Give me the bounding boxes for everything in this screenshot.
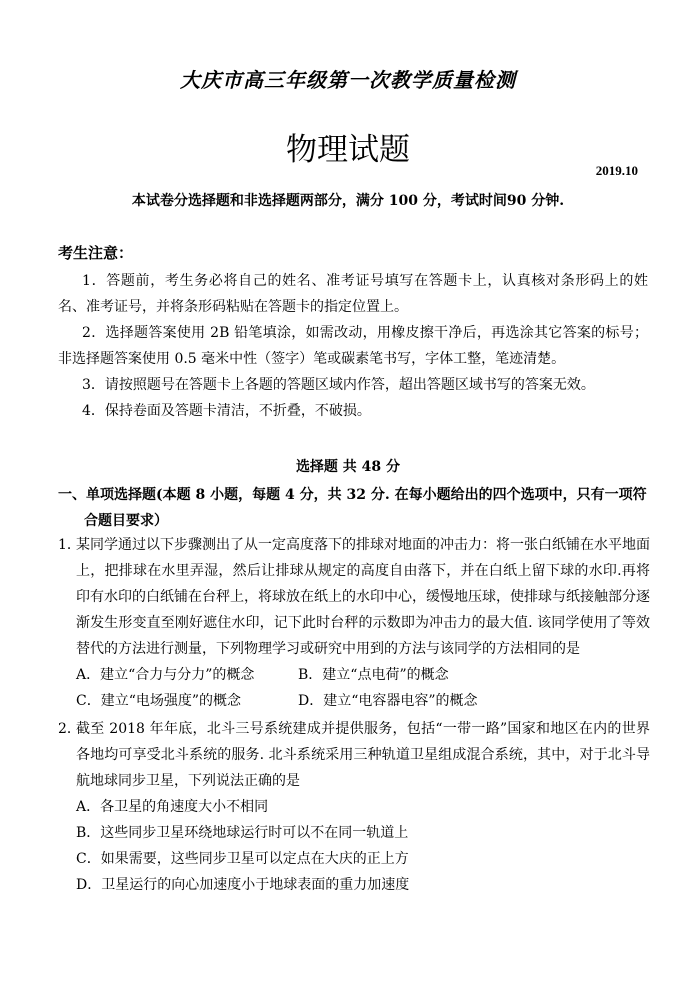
question-number: 2． (58, 721, 81, 737)
question-2 (58, 716, 650, 898)
option-row (76, 662, 650, 688)
option-c: C．建立“电场强度”的概念 (76, 693, 242, 709)
question-text: 截至 2018 年年底，北斗三号系统建成并提供服务，包括“一带一路”国家和地区在内的世界各地均可享受北斗系统的服务. 北斗系统采用三种轨道卫星组成混合系统，其中，对于北斗导航地球同步卫星，下列说法正确的是 (76, 721, 650, 789)
option-c: C．如果需要，这些同步卫星可以定点在大庆的正上方 (76, 851, 409, 867)
option-a: A．各卫星的角速度大小不相同 (76, 799, 269, 815)
question-stem (58, 532, 650, 662)
option-list (58, 662, 650, 714)
section-title: 选择题 共 48 分 (295, 459, 401, 475)
notice-item: 3．请按照题号在答题卡上各题的答题区域内作答，超出答题区域书写的答案无效。 (82, 377, 595, 393)
option-d: D．建立“电容器电容”的概念 (298, 693, 478, 709)
option-b: B．建立“点电荷”的概念 (298, 667, 449, 683)
part-heading: 一、单项选择题(本题 8 小题，每题 4 分，共 32 分. 在每小题给出的四个选项中，只有一项符合题目要求） (58, 487, 647, 529)
question-stem (58, 716, 650, 794)
notice-item: 1．答题前，考生务必将自己的姓名、准考证号填写在答题卡上，认真核对条形码上的姓名、准考证号，并将条形码粘贴在答题卡的指定位置上。 (58, 273, 648, 315)
exam-date: 2019.10 (595, 163, 638, 178)
option-b: B．这些同步卫星环绕地球运行时可以不在同一轨道上 (76, 825, 409, 841)
option-a: A．建立“合力与分力”的概念 (76, 667, 255, 683)
question-text: 某同学通过以下步骤测出了从一定高度落下的排球对地面的冲击力：将一张白纸铺在水平地面上，把排球在水里弄湿，然后让排球从规定的高度自由落下，并在白纸上留下球的水印.再将印有水印的白纸铺在台秤上，将球放在纸上的水印中心，缓慢地压球，使排球与纸接触部分逐渐发生形变直至刚好遮住水印，记下此时台秤的示数即为冲击力的最大值. 该同学使用了等效替代的方法进行测量，下列物理学习或研究中用到的方法与该同学的方法相同的是 (76, 537, 650, 657)
exam-summary: 本试卷分选择题和非选择题两部分，满分 100 分，考试时间90 分钟. (131, 193, 565, 209)
question-number: 1． (58, 537, 81, 553)
option-row (76, 688, 650, 714)
notice-item: 2．选择题答案使用 2B 铅笔填涂，如需改动，用橡皮擦干净后，再选涂其它答案的标号；非选择题答案使用 0.5 毫米中性（签字）笔或碳素笔书写，字体工整，笔迹清楚。 (58, 325, 648, 367)
question-1 (58, 532, 650, 714)
notice-heading: 考生注意： (58, 244, 134, 262)
exam-organization: 大庆市高三年级第一次教学质量检测 (180, 68, 516, 92)
notice-item: 4．保持卷面及答题卡清洁，不折叠，不破损。 (82, 403, 371, 419)
notice-list (58, 268, 648, 424)
page-title: 物理试题 (286, 132, 410, 168)
option-list (58, 794, 650, 898)
option-d: D．卫星运行的向心加速度小于地球表面的重力加速度 (76, 877, 410, 893)
